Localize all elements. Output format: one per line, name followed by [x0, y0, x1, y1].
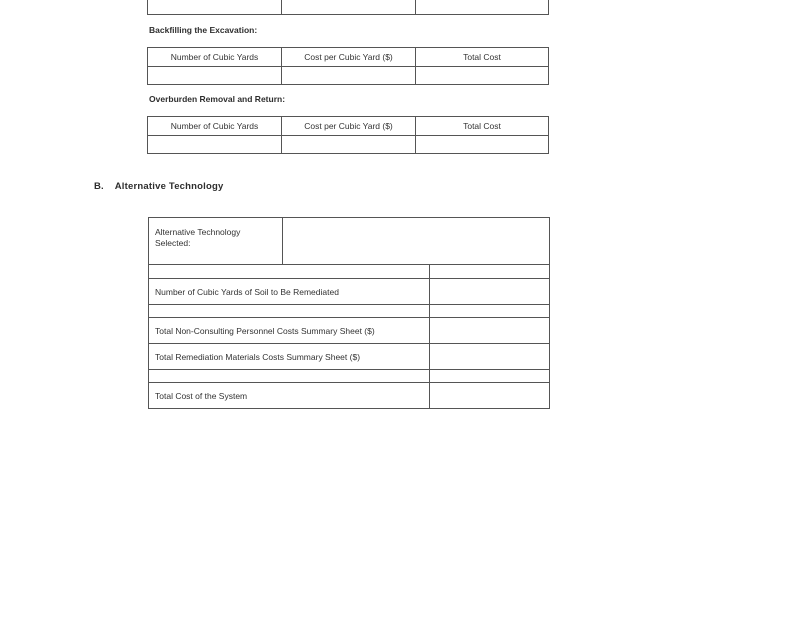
overburden-input-total-cost[interactable]	[416, 136, 549, 154]
overburden-table	[147, 116, 549, 154]
alt-tech-costs-table	[148, 264, 550, 409]
alt-tech-selected-table	[148, 217, 550, 265]
previous-cell-1[interactable]	[148, 0, 282, 15]
previous-cell-3[interactable]	[416, 0, 549, 15]
section-b-heading	[94, 181, 224, 192]
overburden-header-cubic-yards: Number of Cubic Yards	[148, 117, 282, 136]
section-b-label: B.	[94, 181, 104, 192]
input-total-cost-system[interactable]	[430, 383, 550, 409]
backfilling-table	[147, 47, 549, 85]
row-label-cubic-yards-soil: Number of Cubic Yards of Soil to Be Remediated	[149, 279, 430, 305]
backfilling-input-total-cost[interactable]	[416, 67, 549, 85]
input-cubic-yards-soil[interactable]	[430, 279, 550, 305]
input-remediation-materials[interactable]	[430, 344, 550, 370]
overburden-header-total-cost: Total Cost	[416, 117, 549, 136]
previous-cell-2[interactable]	[282, 0, 416, 15]
row-label-remediation-materials: Total Remediation Materials Costs Summary Sheet ($)	[149, 344, 430, 370]
row-label-non-consulting-personnel: Total Non-Consulting Personnel Costs Summary Sheet ($)	[149, 318, 430, 344]
backfilling-header-cubic-yards: Number of Cubic Yards	[148, 48, 282, 67]
backfilling-title: Backfilling the Excavation:	[149, 25, 258, 35]
backfilling-input-cost-per-yard[interactable]	[282, 67, 416, 85]
alt-tech-spacer-value	[430, 265, 550, 279]
backfilling-header-cost-per-yard: Cost per Cubic Yard ($)	[282, 48, 416, 67]
overburden-header-cost-per-yard: Cost per Cubic Yard ($)	[282, 117, 416, 136]
overburden-input-cost-per-yard[interactable]	[282, 136, 416, 154]
alt-tech-selected-text: Alternative Technology Selected:	[155, 227, 241, 248]
alt-tech-spacer-value	[430, 370, 550, 383]
section-b-title: Alternative Technology	[114, 181, 224, 192]
previous-table-fragment	[147, 0, 549, 15]
alt-tech-spacer-row	[149, 265, 430, 279]
backfilling-input-cubic-yards[interactable]	[148, 67, 282, 85]
alt-tech-selected-label	[149, 218, 283, 265]
backfilling-header-total-cost: Total Cost	[416, 48, 549, 67]
overburden-input-cubic-yards[interactable]	[148, 136, 282, 154]
row-label-total-cost-system: Total Cost of the System	[149, 383, 430, 409]
overburden-title: Overburden Removal and Return:	[149, 94, 286, 104]
alt-tech-selected-input[interactable]	[283, 218, 550, 265]
input-non-consulting-personnel[interactable]	[430, 318, 550, 344]
alt-tech-spacer-value	[430, 305, 550, 318]
alt-tech-spacer-row	[149, 305, 430, 318]
alt-tech-spacer-row	[149, 370, 430, 383]
